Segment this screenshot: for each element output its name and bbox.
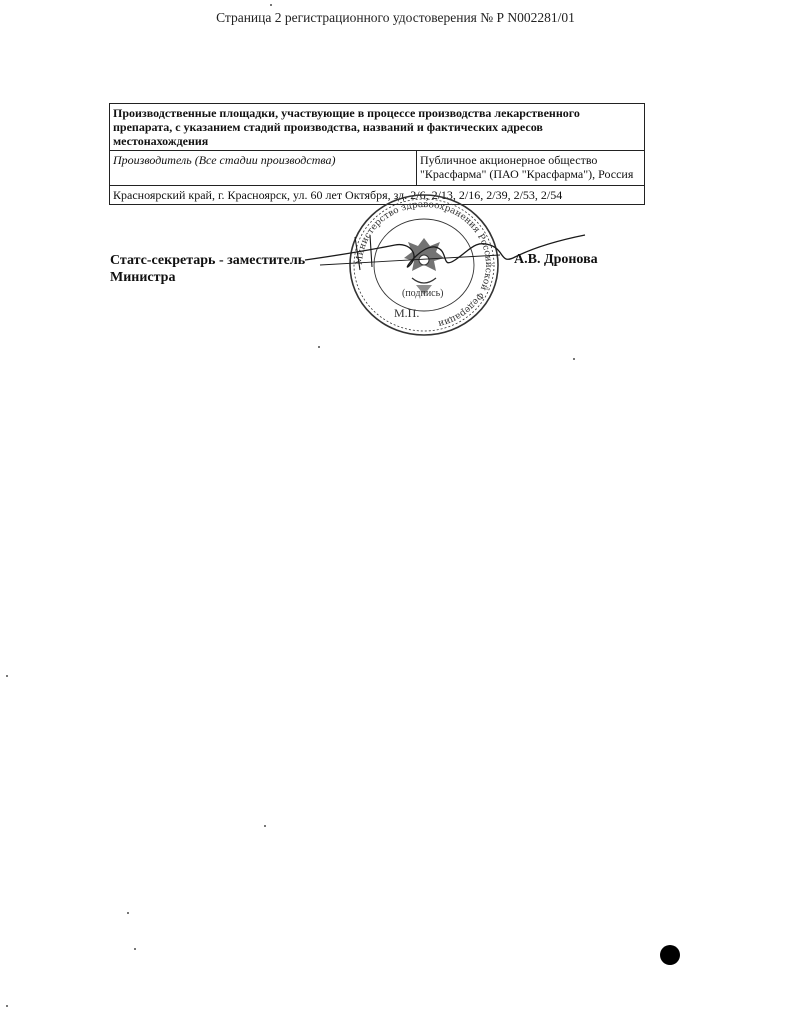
seal-label: М.П. xyxy=(394,306,420,320)
seal-ring-text: Министерство здравоохранения Российской Федерации xyxy=(354,199,494,329)
signer-position: Статс-секретарь - заместитель Министра xyxy=(110,253,306,285)
scan-speck xyxy=(134,948,136,950)
scan-speck xyxy=(6,675,8,677)
signature-caption: (подпись) xyxy=(402,288,444,299)
manufacturer-name: Публичное акционерное общество "Красфарма" (ПАО "Красфарма"), Россия xyxy=(417,151,645,186)
black-dot-mark xyxy=(660,945,680,965)
scan-speck xyxy=(573,358,575,360)
signer-name: А.В. Дронова xyxy=(514,252,598,267)
table-header-row xyxy=(110,104,645,151)
page-header: Страница 2 регистрационного удостоверения № Р N002281/01 xyxy=(216,10,575,25)
scan-speck xyxy=(270,4,272,6)
site-address: Красноярский край, г. Красноярск, ул. 60 лет Октября, зд. 2/6, 2/13, 2/16, 2/39, 2/53, 2/54 xyxy=(110,186,645,205)
manufacturer-row xyxy=(110,151,645,186)
scan-speck xyxy=(127,912,129,914)
manufacturer-role: Производитель (Все стадии производства) xyxy=(110,151,417,186)
table-heading: Производственные площадки, участвующие в процессе производства лекарственного препарата, с указанием стадий производства, названий и фактических адресов местонахождения xyxy=(110,104,645,151)
handwritten-signature xyxy=(300,225,590,285)
scan-speck xyxy=(318,346,320,348)
scan-speck xyxy=(264,825,266,827)
scan-speck xyxy=(6,1005,8,1007)
